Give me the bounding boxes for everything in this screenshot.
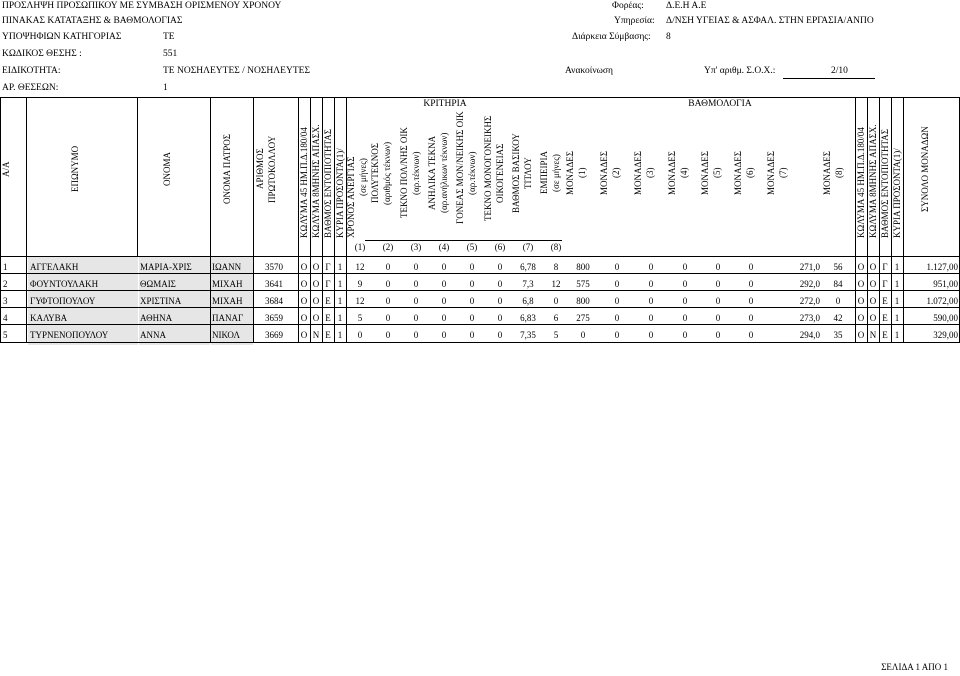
cell-u6: 0 (748, 313, 754, 323)
cell-u3: 0 (648, 330, 654, 340)
cell-c3: 0 (413, 296, 419, 306)
cell-c1: 5 (357, 313, 363, 323)
cell-c4: 0 (441, 296, 447, 306)
cell-protocol: 3659 (265, 313, 283, 323)
cell-k8: 1 (894, 262, 900, 272)
cell-c8: 12 (551, 279, 561, 289)
col-aa: Α/Α (1, 161, 11, 177)
cell-c3: 0 (413, 313, 419, 323)
cell-c4: 0 (441, 330, 447, 340)
cell-c4: 0 (441, 262, 447, 272)
col-child-large-family-line2: (αρ.τέκνων) (411, 151, 421, 195)
cell-u1: 0 (580, 330, 586, 340)
cell-u8: 42 (833, 313, 843, 323)
col-units5-num: (5) (712, 167, 722, 179)
cell-u2: 0 (614, 313, 620, 323)
cell-k8: 1 (894, 296, 900, 306)
cell-c7: 6,83 (520, 313, 536, 323)
service-label: Υπηρεσία: (614, 16, 655, 26)
col-unemployment-line2: (σε μήνες) (358, 158, 368, 196)
col-experience-line2: (σε μήνες) (551, 154, 561, 192)
criteria-num-2: (2) (382, 242, 394, 252)
cell-c8: 6 (553, 313, 559, 323)
cell-protocol: 3570 (265, 262, 283, 272)
cell-u5: 0 (715, 313, 721, 323)
cell-u5: 0 (715, 262, 721, 272)
cell-c4: 0 (441, 313, 447, 323)
col-child-single-parent-line2: ΟΙΚΟΓΕΝΕΙΑΣ (495, 143, 505, 203)
cell-c2: 0 (385, 330, 391, 340)
cell-c1: 12 (355, 296, 365, 306)
criteria-num-7: (7) (522, 242, 534, 252)
col-father-name: ΟΝΟΜΑ ΠΑΤΡΟΣ (222, 134, 232, 205)
col-experience-line1: ΕΜΠΕΙΡΙΑ (539, 151, 549, 195)
cell-protocol: 3669 (265, 330, 283, 340)
cell-name: ΜΑΡΙΑ-ΧΡΙΣ (139, 257, 210, 277)
cell-k7: Ε (882, 313, 888, 323)
cell-c2: 0 (385, 313, 391, 323)
col-single-parent-line1: ΓΟΝΕΑΣ ΜΟΝ/ΝΕΙΚΗΣ ΟΙΚ (455, 111, 465, 225)
cell-k3: Ε (325, 330, 331, 340)
cell-u1: 575 (576, 279, 590, 289)
col-units6-word: ΜΟΝΑΔΕΣ (733, 150, 743, 196)
col-degree-grade-line1: ΒΑΘΜΟΣ ΒΑΣΙΚΟΥ (511, 133, 521, 213)
criteria-num-1: (1) (354, 242, 366, 252)
cell-k3: Γ (325, 279, 331, 289)
cell-total: 329,00 (933, 330, 958, 340)
cell-k6: Ο (869, 296, 877, 306)
service-value: Δ/ΝΣΗ ΥΓΕΙΑΣ & ΑΣΦΑΛ. ΣΤΗΝ ΕΡΓΑΣΙΑ/ΑΝΠΟ (666, 16, 874, 26)
cell-u6: 0 (748, 262, 754, 272)
col-degree-grade-line2: ΤΙΤΛΟΥ (523, 157, 533, 189)
announcement-underline (783, 78, 875, 79)
cell-k4: 1 (337, 279, 343, 289)
cell-c1: 9 (357, 279, 363, 289)
band-criteria: ΚΡΙΤΗΡΙΑ (423, 99, 467, 109)
cell-c1: 12 (355, 262, 365, 272)
cell-c5: 0 (469, 296, 475, 306)
col-units2-num: (2) (611, 167, 621, 179)
specialty-value: ΤΕ ΝΟΣΗΛΕΥΤΕΣ / ΝΟΣΗΛΕΥΤΕΣ (163, 66, 310, 76)
cell-u4: 0 (682, 262, 688, 272)
cell-father: ΠΑΝΑΓ (211, 308, 253, 328)
cell-u2: 0 (614, 262, 620, 272)
cell-u7: 292,0 (799, 279, 820, 289)
cell-aa: 4 (3, 313, 8, 323)
col-ban-8m-repeat: ΚΩΛΥΜΑ 8ΜΗΝΗΣ ΑΠΑΣΧ. (868, 124, 878, 238)
cell-k4: 1 (337, 313, 343, 323)
cell-u4: 0 (682, 279, 688, 289)
cell-u6: 0 (748, 330, 754, 340)
col-main-qualifications: ΚΥΡΙΑ ΠΡΟΣΟΝΤΑ(1)/ (335, 148, 345, 238)
cell-k2: Ο (312, 262, 320, 272)
cell-total: 1.072,00 (926, 296, 958, 306)
cell-c5: 0 (469, 262, 475, 272)
cell-u1: 275 (576, 313, 590, 323)
cell-c3: 0 (413, 330, 419, 340)
col-ban-45d-repeat: ΚΩΛΥΜΑ 45 ΗΜ.Π.Δ.180/04 (856, 127, 866, 238)
position-code-label: ΚΩΔΙΚΟΣ ΘΕΣΗΣ : (2, 49, 82, 59)
cell-c1: 0 (357, 330, 363, 340)
cell-father: ΝΙΚΟΛ (211, 325, 253, 345)
cell-u3: 0 (648, 279, 654, 289)
cell-u8: 0 (835, 296, 841, 306)
cell-k5: Ο (857, 330, 865, 340)
cell-k7: Γ (882, 279, 888, 289)
cell-c3: 0 (413, 262, 419, 272)
col-surname: ΕΠΩΝΥΜΟ (70, 145, 80, 193)
cell-k7: Ε (882, 296, 888, 306)
col-units5-word: ΜΟΝΑΔΕΣ (700, 150, 710, 196)
col-total-units: ΣΥΝΟΛΟ ΜΟΝΑΔΩΝ (920, 126, 930, 212)
col-minor-children-line2: (αρ.ανήλικων τέκνων) (439, 132, 449, 214)
col-ban-45d: ΚΩΛΥΜΑ 45 ΗΜ.Π.Δ.180/04 (299, 127, 309, 238)
col-units1-num: (1) (577, 167, 587, 179)
cell-u5: 0 (715, 296, 721, 306)
position-code-value: 551 (163, 49, 178, 59)
cell-k1: Ο (300, 330, 308, 340)
specialty-label: ΕΙΔΙΚΟΤΗΤΑ: (2, 66, 61, 76)
col-units8-word: ΜΟΝΑΔΕΣ (822, 150, 832, 196)
cell-surname: ΚΑΛΥΒΑ (28, 308, 138, 328)
cell-k5: Ο (857, 296, 865, 306)
cell-u4: 0 (682, 296, 688, 306)
duration-label: Διάρκεια Σύμβασης: (572, 32, 651, 42)
cell-k1: Ο (300, 296, 308, 306)
cell-protocol: 3684 (265, 296, 283, 306)
col-name: ΟΝΟΜΑ (162, 152, 172, 187)
cell-k8: 1 (894, 313, 900, 323)
cell-k1: Ο (300, 262, 308, 272)
cell-father: ΜΙΧΑΗ (211, 274, 253, 294)
col-units6-num: (6) (745, 167, 755, 179)
cell-aa: 2 (3, 279, 8, 289)
cell-c2: 0 (385, 279, 391, 289)
col-units3-num: (3) (645, 167, 655, 179)
col-protocol-line1: ΑΡΙΘΜΟΣ (255, 148, 265, 190)
cell-c5: 0 (469, 330, 475, 340)
cell-u6: 0 (748, 296, 754, 306)
cell-k2: Ν (312, 330, 320, 340)
band-scores: ΒΑΘΜΟΛΟΓΙΑ (688, 99, 752, 109)
col-units7-num: (7) (778, 167, 788, 179)
cell-name: ΘΩΜΑΙΣ (139, 274, 210, 294)
cell-father: ΙΩΑΝΝ (211, 257, 253, 277)
col-child-single-parent-line1: ΤΕΚΝΟ ΜΟΝΟΓΟΝΕΙΚΗΣ (483, 115, 493, 221)
cell-k7: Ε (882, 330, 888, 340)
col-units1-word: ΜΟΝΑΔΕΣ (565, 150, 575, 196)
cell-aa: 3 (3, 296, 8, 306)
col-locality-grade-repeat: ΒΑΘΜΟΣ ΕΝΤΟΠΙΟΤΗΤΑΣ (880, 129, 890, 238)
cell-c7: 7,35 (520, 330, 536, 340)
cell-u2: 0 (614, 279, 620, 289)
cell-u4: 0 (682, 313, 688, 323)
header-top-rule (0, 97, 960, 98)
cell-k3: Ε (325, 313, 331, 323)
cell-u5: 0 (715, 279, 721, 289)
col-locality-grade: ΒΑΘΜΟΣ ΕΝΤΟΠΙΟΤΗΤΑΣ (323, 129, 333, 238)
cell-k1: Ο (300, 279, 308, 289)
cell-u7: 271,0 (799, 262, 820, 272)
doc-title: ΠΡΟΣΛΗΨΗ ΠΡΟΣΩΠΙΚΟΥ ΜΕ ΣΥΜΒΑΣΗ ΟΡΙΣΜΕΝΟΥ ΧΡΟΝΟΥ (2, 1, 282, 11)
criteria-num-6: (6) (494, 242, 506, 252)
positions-value: 1 (163, 83, 168, 93)
cell-u8: 56 (833, 262, 843, 272)
cell-c6: 0 (497, 296, 503, 306)
cell-u3: 0 (648, 313, 654, 323)
cell-name: ΑΝΝΑ (139, 325, 210, 345)
cell-k6: Ν (869, 330, 877, 340)
cell-k6: Ο (869, 262, 877, 272)
cell-c5: 0 (469, 313, 475, 323)
col-units4-word: ΜΟΝΑΔΕΣ (667, 150, 677, 196)
cell-total: 1.127,00 (926, 262, 958, 272)
cell-k1: Ο (300, 313, 308, 323)
cell-c2: 0 (385, 262, 391, 272)
col-units3-word: ΜΟΝΑΔΕΣ (633, 150, 643, 196)
criteria-num-5: (5) (466, 242, 478, 252)
cell-c8: 8 (553, 262, 559, 272)
cell-k4: 1 (337, 330, 343, 340)
cell-k6: Ο (869, 279, 877, 289)
cell-surname: ΤΥΡΝΕΝΟΠΟΥΛΟΥ (28, 325, 138, 345)
cell-u8: 35 (833, 330, 843, 340)
cell-k2: Ο (312, 296, 320, 306)
cell-u4: 0 (682, 330, 688, 340)
cell-c7: 6,8 (522, 296, 534, 306)
cell-u8: 84 (833, 279, 843, 289)
cell-k5: Ο (857, 279, 865, 289)
col-units4-num: (4) (679, 167, 689, 179)
cell-c8: 5 (553, 330, 559, 340)
cell-u2: 0 (614, 330, 620, 340)
doc-subtitle: ΠΙΝΑΚΑΣ ΚΑΤΑΤΑΞΗΣ & ΒΑΘΜΟΛΟΓΙΑΣ (2, 16, 183, 26)
category-value: ΤΕ (163, 32, 175, 42)
cell-k2: Ο (312, 313, 320, 323)
cell-c7: 7,3 (522, 279, 534, 289)
announcement-label: Ανακοίνωση (565, 66, 613, 76)
cell-name: ΧΡΙΣΤΙΝΑ (139, 291, 210, 311)
cell-k8: 1 (894, 279, 900, 289)
cell-aa: 5 (3, 330, 8, 340)
col-ban-8m: ΚΩΛΥΜΑ 8ΜΗΝΗΣ ΑΠΑΣΧ. (311, 124, 321, 238)
cell-k6: Ο (869, 313, 877, 323)
cell-c5: 0 (469, 279, 475, 289)
cell-u1: 800 (576, 296, 590, 306)
col-units8-num: (8) (834, 167, 844, 179)
cell-u3: 0 (648, 296, 654, 306)
announcement-no-label: Υπ' αριθμ. Σ.Ο.Χ.: (704, 66, 776, 76)
col-single-parent-line2: (αρ.τέκνων) (467, 151, 477, 195)
cell-father: ΜΙΧΑΗ (211, 291, 253, 311)
cell-u3: 0 (648, 262, 654, 272)
cell-c8: 0 (553, 296, 559, 306)
col-minor-children-line1: ΑΝΗΛΙΚΑ ΤΕΚΝΑ (427, 135, 437, 211)
cell-name: ΑΘΗΝΑ (139, 308, 210, 328)
cell-u1: 800 (576, 262, 590, 272)
cell-c6: 0 (497, 262, 503, 272)
cell-k3: Ε (325, 296, 331, 306)
criteria-num-3: (3) (410, 242, 422, 252)
cell-k7: Γ (882, 262, 888, 272)
cell-k3: Γ (325, 262, 331, 272)
col-units2-word: ΜΟΝΑΔΕΣ (599, 150, 609, 196)
criteria-num-4: (4) (438, 242, 450, 252)
cell-k4: 1 (337, 296, 343, 306)
cell-u7: 294,0 (799, 330, 820, 340)
col-main-qualifications-repeat: ΚΥΡΙΑ ΠΡΟΣΟΝΤΑ(1)/ (892, 148, 902, 238)
col-large-family-line2: (αριθμός τέκνων) (382, 141, 392, 205)
cell-c6: 0 (497, 330, 503, 340)
cell-surname: ΦΟΥΝΤΟΥΛΑΚΗ (28, 274, 138, 294)
cell-u2: 0 (614, 296, 620, 306)
col-protocol-line2: ΠΡΩΤΟΚΟΛΛΟΥ (267, 135, 277, 203)
criteria-number-rule (365, 240, 562, 241)
cell-k4: 1 (337, 262, 343, 272)
duration-value: 8 (666, 32, 671, 42)
col-child-large-family-line1: ΤΕΚΝΟ ΠΟΛ/ΝΗΣ ΟΙΚ (399, 127, 409, 219)
col-large-family-line1: ΠΟΛΥΤΕΚΝΟΣ (370, 143, 380, 203)
cell-surname: ΑΓΓΕΛΑΚΗ (28, 257, 138, 277)
agency-label: Φορέας: (612, 1, 644, 11)
cell-k5: Ο (857, 313, 865, 323)
col-units7-word: ΜΟΝΑΔΕΣ (766, 150, 776, 196)
cell-u7: 272,0 (799, 296, 820, 306)
cell-u6: 0 (748, 279, 754, 289)
cell-k8: 1 (894, 330, 900, 340)
category-label: ΥΠΟΨΗΦΙΩΝ ΚΑΤΗΓΟΡΙΑΣ (2, 32, 122, 42)
cell-k2: Ο (312, 279, 320, 289)
cell-protocol: 3641 (265, 279, 283, 289)
cell-c6: 0 (497, 313, 503, 323)
cell-total: 590,00 (933, 313, 958, 323)
cell-c4: 0 (441, 279, 447, 289)
page-footer: ΣΕΛΙΔΑ 1 ΑΠΟ 1 (881, 662, 948, 672)
cell-c3: 0 (413, 279, 419, 289)
announcement-no-value: 2/10 (831, 66, 848, 76)
cell-u5: 0 (715, 330, 721, 340)
col-unemployment-line1: ΧΡΟΝΟΣ ΑΝΕΡΓΙΑΣ (346, 156, 356, 238)
cell-u7: 273,0 (799, 313, 820, 323)
cell-total: 951,00 (933, 279, 958, 289)
cell-c7: 6,78 (520, 262, 536, 272)
cell-c6: 0 (497, 279, 503, 289)
cell-aa: 1 (3, 262, 8, 272)
cell-surname: ΓΥΦΤΟΠΟΥΛΟΥ (28, 291, 138, 311)
cell-c2: 0 (385, 296, 391, 306)
cell-k5: Ο (857, 262, 865, 272)
criteria-num-8: (8) (550, 242, 562, 252)
agency-value: Δ.Ε.Η Α.Ε (666, 1, 707, 11)
positions-label: ΑΡ. ΘΕΣΕΩΝ: (2, 83, 59, 93)
